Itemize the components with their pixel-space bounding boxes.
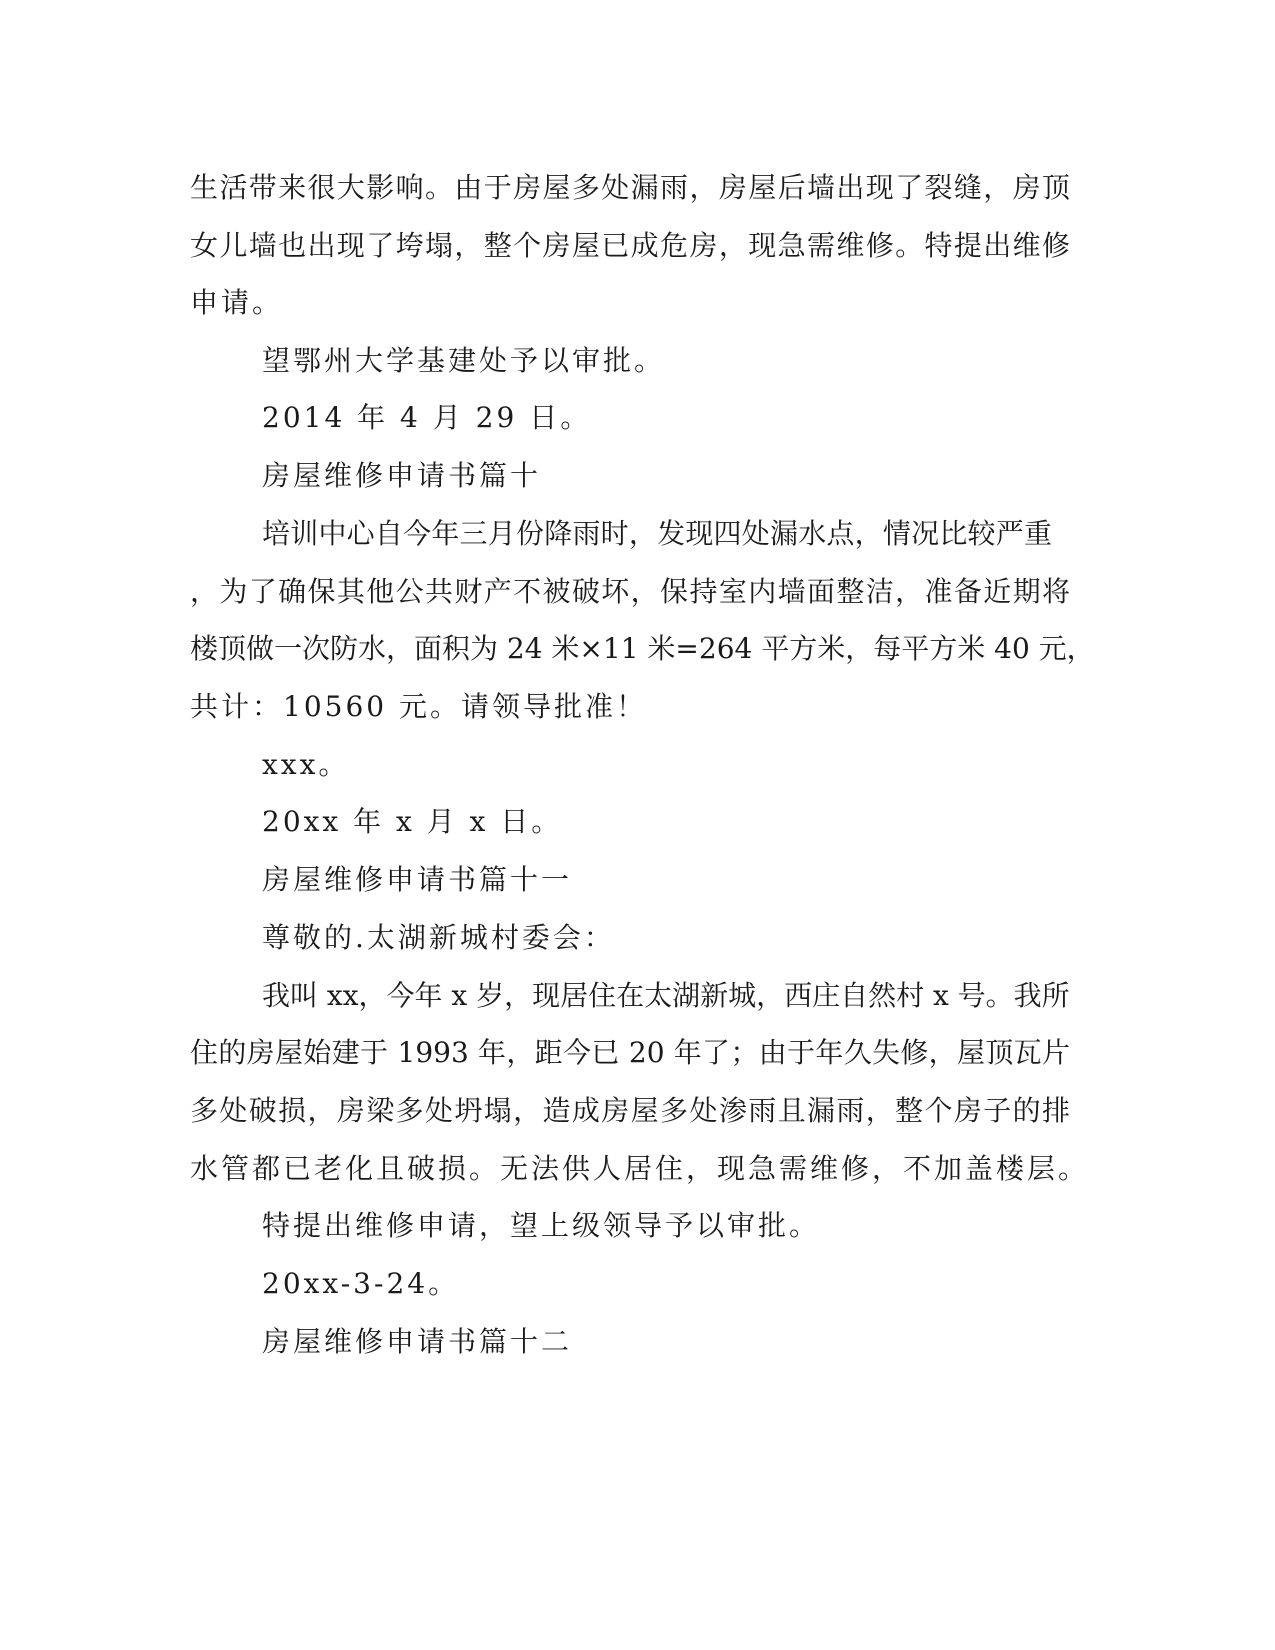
text-line: 住的房屋始建于 1993 年，距今已 20 年了；由于年久失修，屋顶瓦片 <box>190 1036 1070 1069</box>
text-line: 申请。 <box>190 286 284 319</box>
text-line: 多处破损，房梁多处坍塌，造成房屋多处渗雨且漏雨，整个房子的排 <box>190 1094 1070 1127</box>
text-line: 20xx-3-24。 <box>262 1267 460 1300</box>
section-heading: 房屋维修申请书篇十二 <box>262 1325 573 1358</box>
text-line: 望鄂州大学基建处予以审批。 <box>262 344 666 377</box>
text-line: 2014 年 4 月 29 日。 <box>262 401 592 434</box>
text-line: 尊敬的.太湖新城村委会： <box>262 921 615 954</box>
section-heading: 房屋维修申请书篇十一 <box>262 863 573 896</box>
text-line: 水管都已老化且破损。无法供人居住，现急需维修，不加盖楼层。 <box>190 1152 1090 1185</box>
text-line: 我叫 xx，今年 x 岁，现居住在太湖新城，西庄自然村 x 号。我所 <box>262 979 1070 1012</box>
text-line: 共计：10560 元。请领导批准！ <box>190 690 647 723</box>
text-line: 生活带来很大影响。由于房屋多处漏雨，房屋后墙出现了裂缝，房顶 <box>190 171 1070 204</box>
text-line: xxx。 <box>262 748 350 781</box>
text-line: 女儿墙也出现了垮塌，整个房屋已成危房，现急需维修。特提出维修 <box>190 229 1070 262</box>
text-line: 20xx 年 x 月 x 日。 <box>262 805 563 838</box>
text-line: 楼顶做一次防水，面积为 24 米×11 米=264 平方米，每平方米 40 元， <box>190 632 1095 665</box>
text-line: ，为了确保其他公共财产不被破坏，保持室内墙面整洁，准备近期将 <box>190 575 1070 608</box>
section-heading: 房屋维修申请书篇十 <box>262 459 542 492</box>
text-line: 培训中心自今年三月份降雨时，发现四处漏水点，情况比较严重 <box>262 517 1052 550</box>
text-line: 特提出维修申请，望上级领导予以审批。 <box>262 1209 821 1242</box>
